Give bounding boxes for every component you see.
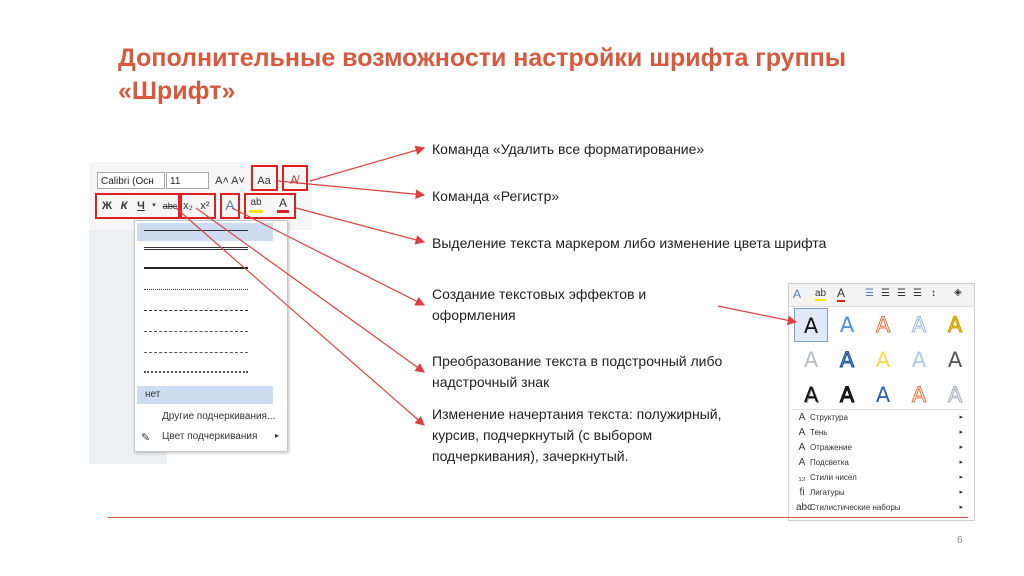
arrow-highlight-color	[296, 208, 424, 242]
arrow-clear-formatting	[310, 148, 424, 181]
font-name-box[interactable]: Calibri (Осн	[97, 172, 165, 189]
underline-button[interactable]: Ч	[137, 200, 145, 212]
align-center-icon[interactable]: ☰	[881, 288, 890, 299]
effect-style-8[interactable]: A	[875, 348, 891, 372]
change-case-button[interactable]: Aa	[257, 175, 271, 187]
align-left-icon[interactable]: ☰	[865, 288, 874, 299]
effects-item-glow[interactable]: A Подсветка ▸	[793, 455, 969, 470]
font-color-icon[interactable]: A	[277, 196, 289, 213]
effects-item-shadow[interactable]: A Тень ▸	[793, 425, 969, 440]
chevron-right-icon: ▸	[275, 431, 280, 440]
text-effects-icon[interactable]: A	[225, 197, 235, 213]
shadow-icon: A	[798, 427, 806, 438]
shading-icon[interactable]: ◈	[954, 287, 962, 298]
desc-change-case: Команда «Регистр»	[432, 188, 560, 204]
font-size-box[interactable]: 11	[166, 172, 209, 189]
slide-title: Дополнительные возможности настройки шрифта группы «Шрифт»	[118, 44, 847, 105]
stylistic-sets-icon: abc	[796, 502, 813, 513]
highlighter-icon[interactable]: ab	[249, 196, 263, 213]
effect-style-3[interactable]: A	[875, 313, 891, 337]
effects-item-stylistic-sets[interactable]: abc Стилистические наборы ▸	[796, 502, 963, 513]
desc-font-style: Изменение начертания текста: полужирный, курсив, подчеркнутый (с выбором подчеркивания), зачеркнутый.	[432, 406, 722, 464]
effect-style-4[interactable]: A	[911, 313, 927, 337]
effects-item-ligatures[interactable]: ﬁ Лигатуры ▸	[793, 485, 969, 500]
effect-style-9[interactable]: A	[911, 348, 927, 372]
grow-font-button[interactable]: A˄	[215, 175, 229, 187]
arrow-text-effects	[232, 208, 424, 305]
justify-icon[interactable]: ☰	[913, 288, 922, 299]
footer-divider	[108, 517, 968, 518]
ligatures-icon: ﬁ	[799, 487, 805, 498]
highlighter-icon[interactable]: ab	[815, 288, 827, 299]
effect-style-14[interactable]: A	[911, 383, 927, 407]
page-number: 6	[957, 535, 963, 546]
effects-item-reflection[interactable]: A Отражение ▸	[793, 440, 969, 455]
more-underlines-item[interactable]: Другие подчеркивания...	[162, 411, 276, 422]
text-effects-icon[interactable]: A	[793, 287, 802, 301]
chevron-down-icon[interactable]: ▾	[152, 202, 156, 209]
effect-style-2[interactable]: A	[839, 313, 855, 337]
desc-text-effects: Создание текстовых эффектов и оформления	[432, 286, 647, 323]
glow-icon: A	[798, 457, 806, 468]
desc-sub-superscript: Преобразование текста в подстрочный либо надстрочный знак	[432, 353, 723, 390]
effect-style-6[interactable]: A	[803, 348, 819, 372]
underline-color-icon: ✎	[141, 432, 151, 444]
subscript-button[interactable]: x₂	[183, 200, 193, 212]
shrink-font-button[interactable]: A˅	[231, 175, 245, 187]
effect-style-13[interactable]: A	[875, 383, 891, 407]
bold-button[interactable]: Ж	[102, 200, 112, 212]
number-styles-icon: ₁₂	[798, 472, 806, 483]
underline-none-label: нет	[145, 389, 161, 400]
align-right-icon[interactable]: ☰	[897, 288, 906, 299]
effect-style-1[interactable]: A	[794, 308, 828, 342]
effect-style-12[interactable]: A	[839, 383, 855, 407]
clear-formatting-icon[interactable]: A̸	[289, 173, 298, 187]
font-color-icon[interactable]: A	[837, 286, 846, 300]
effect-style-5[interactable]: A	[947, 313, 963, 337]
effect-style-11[interactable]: A	[803, 383, 819, 407]
reflection-icon: A	[798, 442, 806, 453]
desc-highlight-color: Выделение текста маркером либо изменение цвета шрифта	[432, 235, 827, 251]
superscript-button[interactable]: x²	[200, 200, 210, 212]
underline-color-item[interactable]: Цвет подчеркивания	[162, 431, 258, 442]
arrow-change-case	[278, 181, 424, 195]
arrow-to-effects-gallery	[718, 306, 796, 322]
effect-style-10[interactable]: A	[947, 348, 963, 372]
arrow-font-style	[176, 208, 424, 425]
effects-item-number-styles[interactable]: ₁₂ Стили чисел ▸	[793, 470, 969, 485]
desc-clear-formatting: Команда «Удалить все форматирование»	[432, 141, 705, 157]
effect-style-7[interactable]: A	[839, 348, 855, 372]
line-spacing-icon[interactable]: ↕	[931, 288, 936, 299]
italic-button[interactable]: К	[120, 200, 128, 212]
effects-item-outline[interactable]: A Структура ▸	[793, 410, 969, 425]
effect-style-15[interactable]: A	[947, 383, 963, 407]
outline-icon: A	[798, 412, 806, 423]
strikethrough-button[interactable]: abc	[162, 201, 178, 211]
